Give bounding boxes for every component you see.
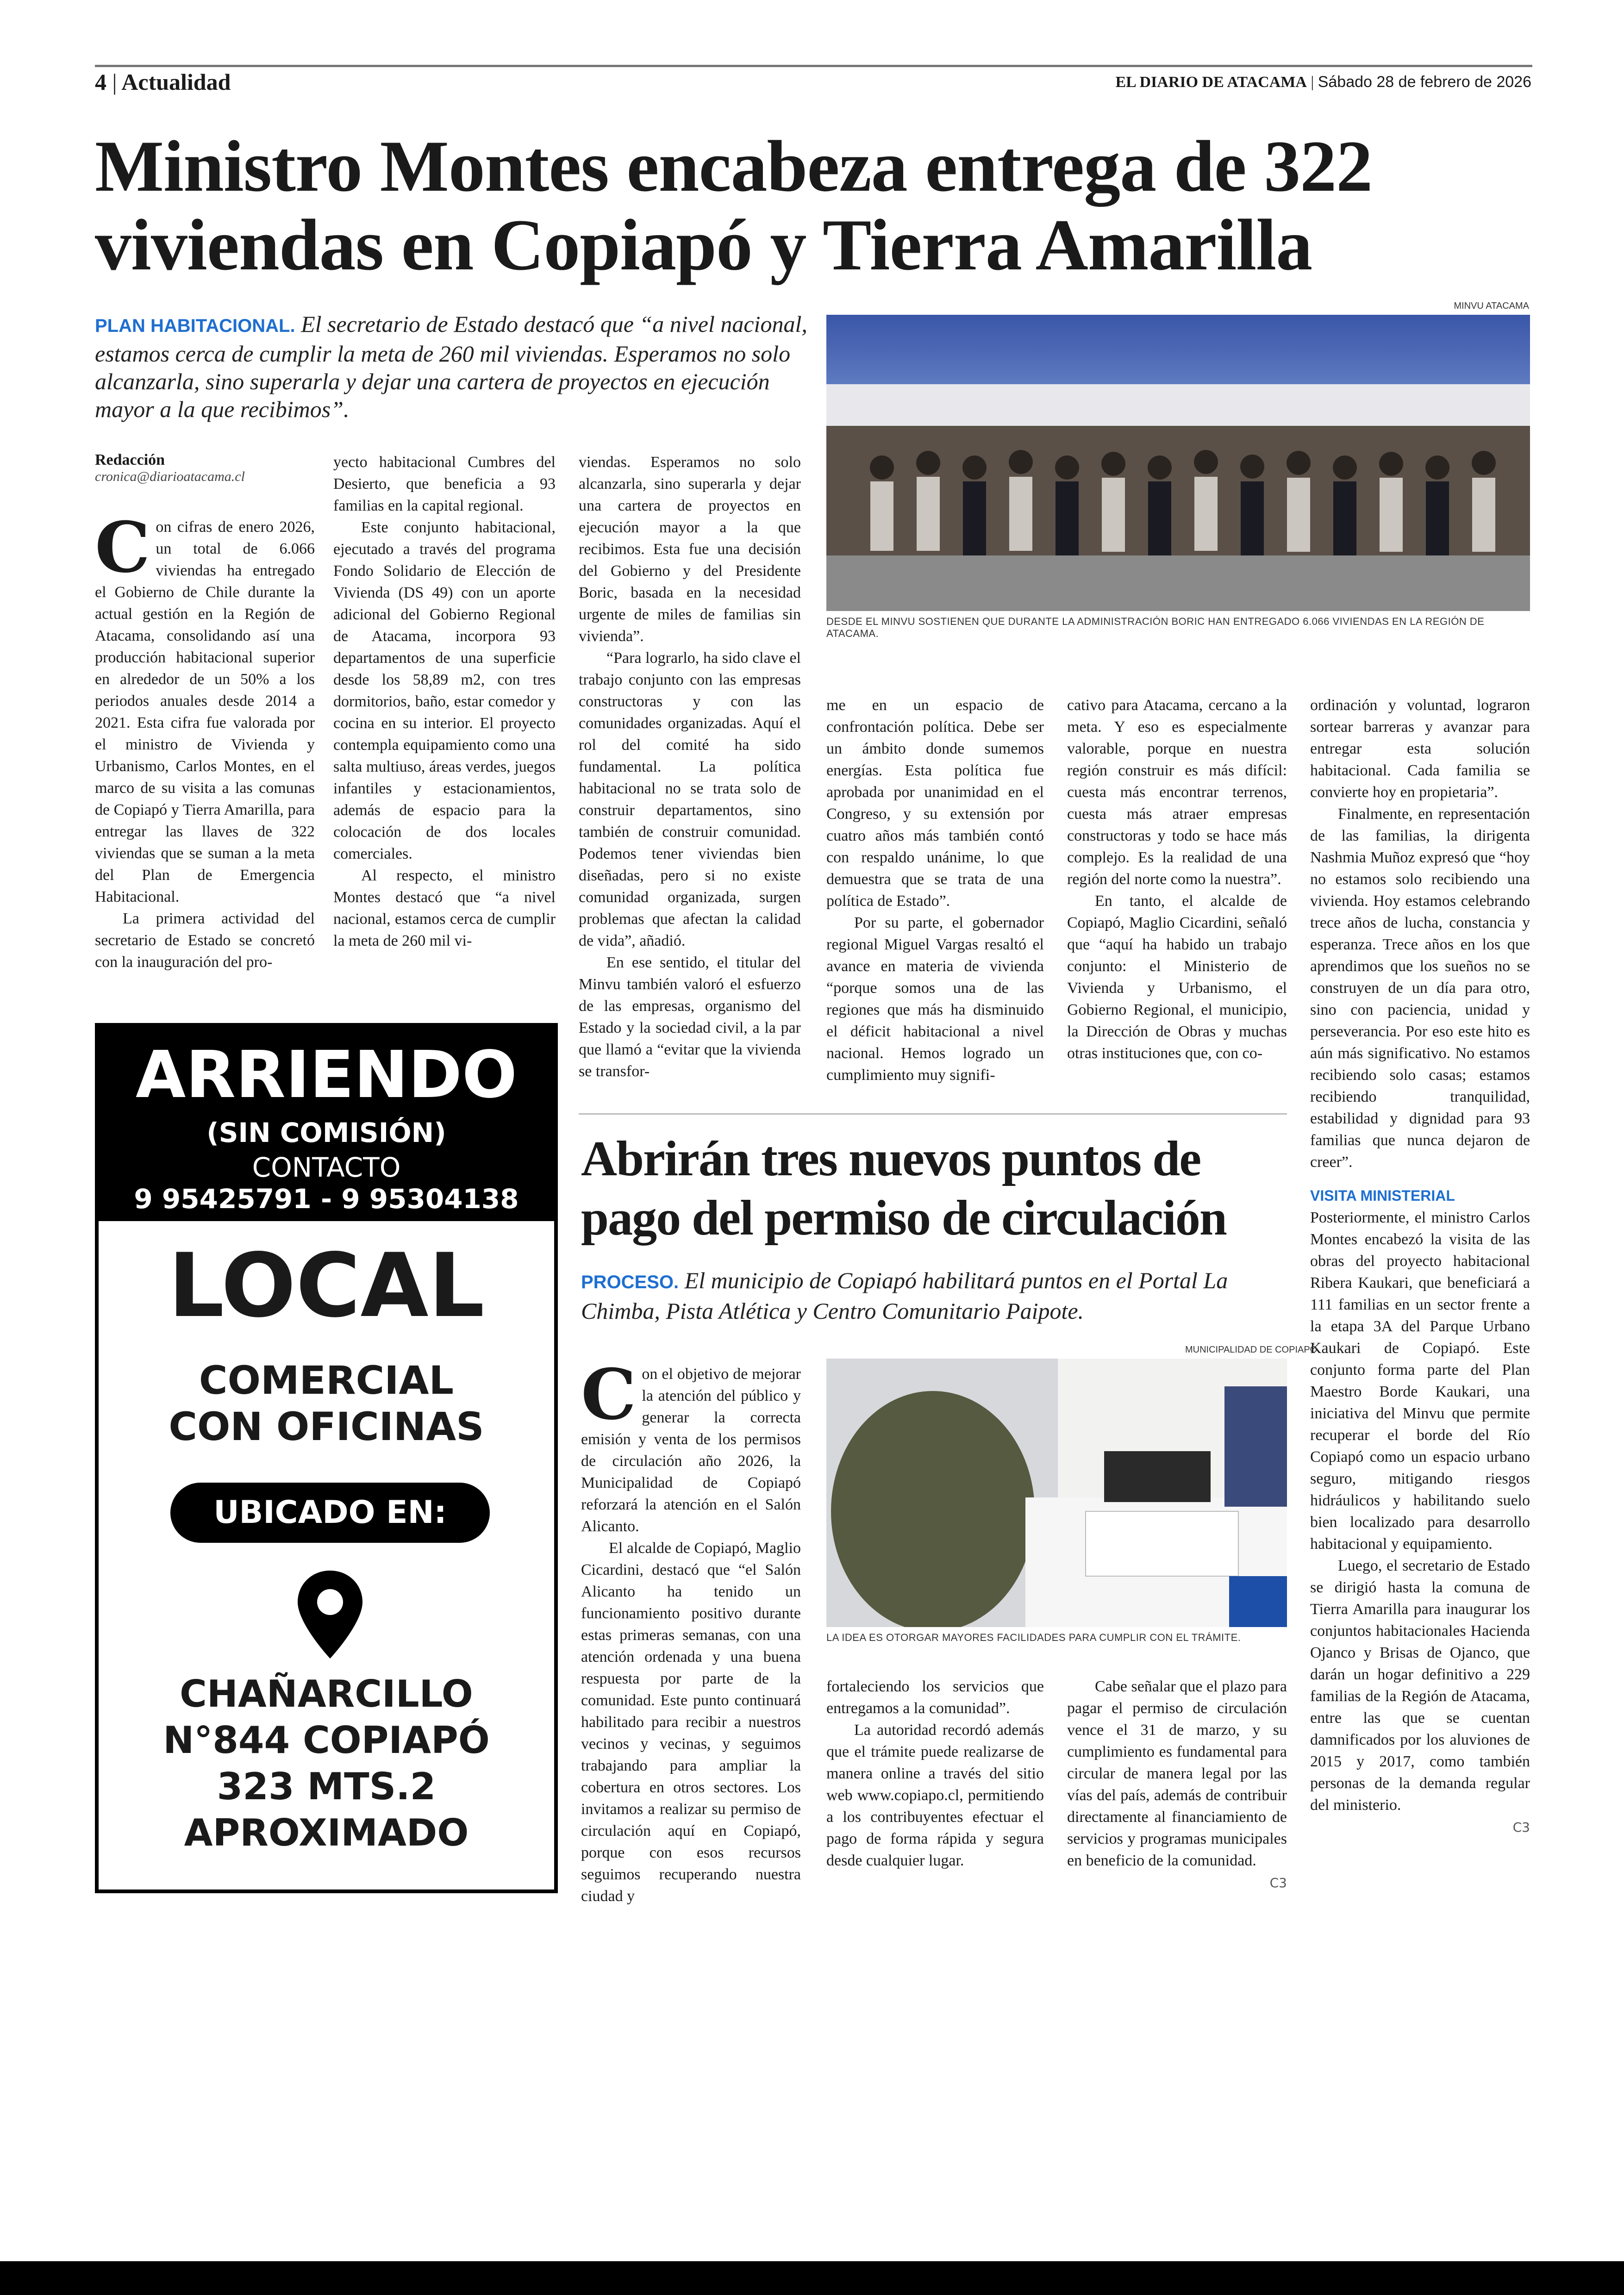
- main-col5-paragraph-1: cativo para Atacama, cercano a la meta. Y eso es especialmente valorable, porque en nuestra región construir es más difícil: cuesta más encontrar terrenos, cuesta más atraer empresas constructoras y todo se hace más complejo. Es la realidad de una región del norte como la nuestra”.: [1067, 697, 1287, 888]
- main-col5-paragraph-2: En tanto, el alcalde de Copiapó, Maglio Cicardini, señaló que “aquí ha habido un trabajo conjunto: el Ministerio de Vivienda y Urbanismo, el Gobierno Regional, el municipio, la Dirección de Obras y muchas otras instituciones que, con co-: [1067, 892, 1287, 1062]
- main-col3-paragraph-3: En ese sentido, el titular del Minvu también valoró el esfuerzo de las empresas, organismo del Estado y la sociedad civil, a la par que llamó a “evitar que la vivienda se transfor-: [579, 954, 801, 1080]
- main-headline: Ministro Montes encabeza entrega de 322 viviendas en Copiapó y Tierra Amarilla: [95, 126, 1373, 286]
- ad-located-badge: [170, 1483, 490, 1543]
- main-kicker: PLAN HABITACIONAL.: [95, 316, 295, 336]
- dropcap: C: [95, 507, 150, 588]
- second-col3-paragraph-1: Cabe señalar que el plazo para pagar el permiso de circulación vence el 31 de marzo, y su cumplimiento es fundamental para circular de manera legal por las vías del país, además de contribuir directamente al financiamiento de servicios y programas municipales en beneficio de la comunidad.: [1067, 1678, 1287, 1869]
- main-col1-paragraph-2: La primera actividad del secretario de Estado se concretó con la inauguración del pro-: [95, 910, 315, 971]
- masthead-info: EL DIARIO DE ATACAMA | Sábado 28 de febrero de 2026: [1115, 73, 1531, 91]
- main-col-4: [826, 694, 1044, 1086]
- ad-phones[interactable]: 9 95425791 - 9 95304138: [134, 1183, 519, 1215]
- header-rule: [95, 65, 1532, 67]
- second-lead: [581, 1266, 1289, 1325]
- main-col4-paragraph-2: Por su parte, el gobernador regional Miguel Vargas resaltó el avance en materia de vivienda “porque somos una de las regiones que más ha disminuido el déficit habitacional a nivel nacional. Hemos logrado un cumplimiento muy signifi-: [826, 914, 1044, 1084]
- main-col6-paragraph-1: ordinación y voluntad, lograron sortear barreras y avanzar para entregar esta solución habitacional. Cada familia se convierte hoy en propietaria”.: [1310, 697, 1530, 801]
- main-lead-text: El secretario de Estado destacó que “a nivel nacional, estamos cerca de cumplir la meta de 260 mil viviendas. Esperamos no solo alcanzarla, sino superarla y dejar una cartera de proyectos en ejecución mayor a la que recibimos”.: [95, 311, 807, 422]
- main-col-5: [1067, 694, 1287, 1064]
- ad-local: LOCAL: [168, 1235, 485, 1337]
- ad-contact-label: CONTACTO: [252, 1152, 401, 1183]
- ad-address-1: CHAÑARCILLO: [180, 1672, 473, 1715]
- footer-bar: [0, 2261, 1624, 2295]
- ad-line-2: CON OFICINAS: [169, 1404, 484, 1449]
- ad-address-3: 323 MTS.2: [217, 1765, 436, 1808]
- second-col2-paragraph-2: La autoridad recordó además que el trámite puede realizarse de manera online a través del sitio web www.copiapo.cl, permitiendo a los contribuyentes efectuar el pago de forma rápida y segura desde cualquier lugar.: [826, 1721, 1044, 1869]
- main-photo: [826, 315, 1530, 611]
- ad-line-1: COMERCIAL: [199, 1358, 454, 1403]
- newspaper-name: EL DIARIO DE ATACAMA: [1115, 74, 1307, 91]
- second-col-2: [826, 1676, 1044, 1871]
- byline-email[interactable]: cronica@diarioatacama.cl: [95, 469, 245, 484]
- main-col-3: [579, 451, 801, 1082]
- second-photo: [826, 1359, 1287, 1627]
- ad-subtitle: (SIN COMISIÓN): [206, 1117, 446, 1148]
- page-number: 4: [95, 69, 106, 95]
- classified-ad: [95, 1023, 558, 1893]
- second-end-mark: C3: [1269, 1875, 1287, 1890]
- crowd-photo-illustration: [826, 315, 1530, 611]
- second-photo-credit: MUNICIPALIDAD DE COPIAPÓ: [1185, 1345, 1318, 1355]
- second-lead-text: El municipio de Copiapó habilitará puntos en el Portal La Chimba, Pista Atlética y Centro Comunitario Paipote.: [581, 1267, 1228, 1324]
- ad-title: ARRIENDO: [135, 1037, 518, 1113]
- subhead-visita: VISITA MINISTERIAL: [1310, 1187, 1455, 1204]
- second-kicker: PROCESO.: [581, 1272, 679, 1292]
- second-col-1: [581, 1354, 801, 1907]
- section-divider: [579, 1113, 1287, 1115]
- end-mark: C3: [1512, 1820, 1530, 1835]
- ad-address-2: N°844 COPIAPÓ: [163, 1719, 490, 1762]
- main-col2-paragraph-1: yecto habitacional Cumbres del Desierto, que beneficia a 93 familias en la capital regional.: [333, 454, 556, 514]
- main-col6-paragraph-2: Finalmente, en representación de las familias, la dirigenta Nashmia Muñoz expresó que “hoy no estamos solo recibiendo una vivienda. Hoy estamos celebrando trece años de lucha, constancia y esperanza. Trece años en los que aprendimos que los sueños no se construyen de un día para otro, sino con paciencia, unidad y perseverancia. Por eso este hito es aún más significativo. No estamos recibiendo solo casas; estamos recibiendo tranquilidad, estabilidad y dignidad para 93 familias que nunca dejaron de creer”.: [1310, 805, 1530, 1171]
- main-col6-paragraph-3: Posteriormente, el ministro Carlos Montes encabezó la visita de las obras del proyecto habitacional Ribera Kaukari, que beneficiará a 111 familias en un sector frente a la etapa 3A del Parque Urbano Kaukari de Copiapó. Este conjunto forma parte del Plan Maestro Borde Kaukari, una iniciativa del Minvu que permite recuperar el borde del Río Copiapó como un espacio urbano seguro, mitigando riesgos hidráulicos y habilitando suelo bien localizado para desarrollo habitacional y equipamiento.: [1310, 1209, 1530, 1553]
- section-name: Actualidad: [121, 69, 231, 95]
- main-col1-paragraph: on cifras de enero 2026, un total de 6.066 viviendas ha entregado el Gobierno de Chile durante la actual gestión en la Región de Atacama, consolidando así una producción habitacional superior en alrededor de un 50% a los periodos anuales desde 2014 a 2021. Esta cifra fue valorada por el ministro de Vivienda y Urbanismo, Carlos Montes, en el marco de su visita a las comunas de Copiapó y Tierra Amarilla, para entregar las llaves de 322 viviendas que se suman a la meta del Plan de Emergencia Habitacional.: [95, 518, 315, 905]
- second-col1-paragraph-2: El alcalde de Copiapó, Maglio Cicardini, destacó que “el Salón Alicanto ha tenido un funcionamiento positivo durante estas primeras semanas, con una atención ordenada y una buena respuesta por parte de la comunidad. Este punto continuará habilitado para recibir a nuestros vecinos y vecinas, y seguimos trabajando para ampliar la cobertura en otros sectores. Los invitamos a realizar su permiso de circulación aquí en Copiapó, porque con esos recursos seguimos recuperando nuestra ciudad y: [581, 1540, 801, 1905]
- main-col-2: [333, 451, 556, 952]
- main-lead: [95, 310, 817, 423]
- main-col3-paragraph-2: “Para lograrlo, ha sido clave el trabajo conjunto con las empresas constructoras y con las comunidades organizadas. Aquí el rol del comité ha sido fundamental. La política habitacional no se trata solo de construir departamentos, sino también de construir comunidad. Podemos tener viviendas bien diseñadas, pero si no existe comunidad organizada, surgen problemas que afectan la calidad de vida”, añadió.: [579, 649, 801, 949]
- second-col2-paragraph-1: fortaleciendo los servicios que entregamos a la comunidad”.: [826, 1678, 1044, 1717]
- issue-date: Sábado 28 de febrero de 2026: [1318, 73, 1531, 91]
- map-pin-icon: [298, 1571, 362, 1659]
- byline: [95, 451, 317, 485]
- second-col1-paragraph: on el objetivo de mejorar la atención del público y generar la correcta emisión y venta de los permisos de circulación año 2026, la Municipalidad de Copiapó reforzará la atención en el Salón Alicanto.: [581, 1366, 801, 1535]
- ad-address-4: APROXIMADO: [184, 1811, 469, 1854]
- main-col3-paragraph-1: viendas. Esperamos no solo alcanzarla, sino superarla y dejar una cartera de proyectos en ejecución mayor a la que recibimos. Esta fue una decisión del Gobierno y del Presidente Boric, basada en la necesidad urgente de miles de familias sin vivienda”.: [579, 454, 801, 645]
- main-col4-paragraph-1: me en un espacio de confrontación política. Debe ser un ámbito donde sumemos energías. Esta política fue aprobada por unanimidad en el Congreso, y su extensión por cuatro años más también contó con respaldo unánime, lo que demuestra que se trata de una política de Estado”.: [826, 697, 1044, 910]
- page-section-label: 4 | Actualidad: [95, 69, 231, 95]
- payment-counter-illustration: [826, 1359, 1287, 1627]
- ad-header-block: [99, 1027, 554, 1221]
- ad-located-text: UBICADO EN:: [213, 1494, 447, 1531]
- second-headline: Abrirán tres nuevos puntos de pago del permiso de circulación: [581, 1131, 1226, 1246]
- main-col-1: [95, 507, 315, 973]
- main-col-6: [1310, 694, 1530, 1838]
- main-col2-paragraph-3: Al respecto, el ministro Montes destacó que “a nivel nacional, estamos cerca de cumplir la meta de 260 mil vi-: [333, 867, 556, 949]
- byline-author: Redacción: [95, 451, 165, 468]
- main-col6-paragraph-4: Luego, el secretario de Estado se dirigió hasta la comuna de Tierra Amarilla para inaugurar los conjuntos habitacionales Hacienda Ojanco y Brisas de Ojanco, que darán un hogar definitivo a 229 familias de la Región de Atacama, entre las que se cuentan damnificados por los aluviones de 2015 y 2017, como también personas de la demanda regular del ministerio.: [1310, 1557, 1530, 1814]
- second-photo-caption: LA IDEA ES OTORGAR MAYORES FACILIDADES PARA CUMPLIR CON EL TRÁMITE.: [826, 1632, 1241, 1643]
- main-col2-paragraph-2: Este conjunto habitacional, ejecutado a través del programa Fondo Solidario de Elección de Vivienda (DS 49) con un aporte adicional del Gobierno Regional de Atacama, incorpora 93 departamentos de una superficie desde los 58,89 m2, con tres dormitorios, baño, estar comedor y cocina en su interior. El proyecto contempla equipamiento como una salta multiuso, áreas verdes, juegos infantiles y estacionamientos, además de espacio para la colocación de dos locales comerciales.: [333, 519, 556, 862]
- second-col-3: [1067, 1676, 1287, 1894]
- second-dropcap: C: [581, 1354, 637, 1435]
- main-photo-caption: DESDE EL MINVU SOSTIENEN QUE DURANTE LA ADMINISTRACIÓN BORIC HAN ENTREGADO 6.066 VIVIENDAS EN LA REGIÓN DE ATACAMA.: [826, 616, 1485, 639]
- main-photo-credit: MINVU ATACAMA: [1454, 301, 1529, 311]
